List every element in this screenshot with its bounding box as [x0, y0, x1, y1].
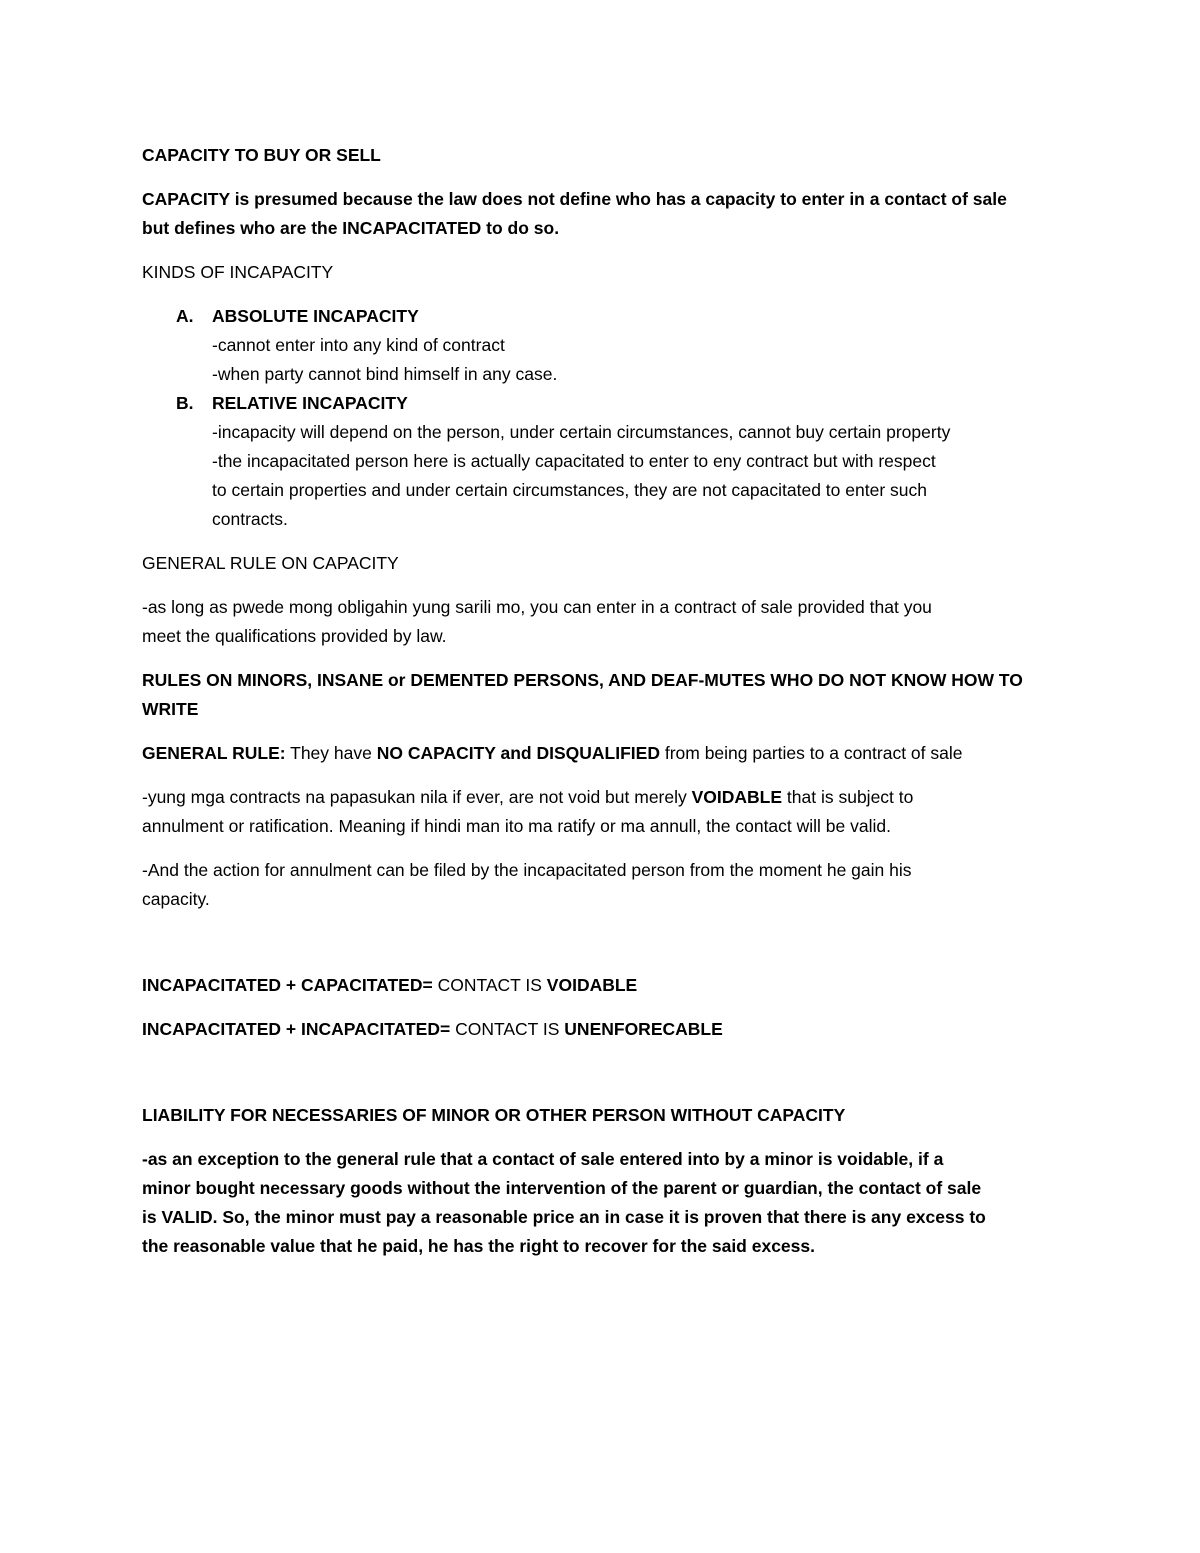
formula-1-mid: CONTACT IS	[432, 975, 547, 995]
formula-voidable	[142, 971, 1072, 1000]
voidable-bold: VOIDABLE	[691, 787, 783, 807]
general-rule-line-1: -as long as pwede mong obligahin yung sarili mo, you can enter in a contract of sale provided that you	[142, 597, 932, 617]
formula-unenforceable	[142, 1015, 1072, 1044]
annulment-line-1: -And the action for annulment can be filed by the incapacitated person from the moment he gain his	[142, 860, 912, 880]
formula-2-lhs: INCAPACITATED + INCAPACITATED=	[142, 1019, 451, 1039]
relative-line-4: contracts.	[212, 509, 288, 529]
minors-heading	[142, 666, 1072, 724]
general-rule-heading: GENERAL RULE ON CAPACITY	[142, 553, 399, 573]
annulment-line-2: capacity.	[142, 889, 210, 909]
minors-heading-line-1: RULES ON MINORS, INSANE or DEMENTED PERSONS, AND DEAF-MUTES WHO DO NOT KNOW HOW TO	[142, 670, 1023, 690]
voidable-pre: -yung mga contracts na papasukan nila if ever, are not void but merely	[142, 787, 692, 807]
liability-line-2: minor bought necessary goods without the intervention of the parent or guardian, the contact of sale	[142, 1178, 982, 1198]
formula-1-result: VOIDABLE	[546, 975, 638, 995]
minors-rule-text-1: They have	[285, 743, 377, 763]
formula-1-lhs: INCAPACITATED + CAPACITATED=	[142, 975, 433, 995]
intro-line-1: CAPACITY is presumed because the law does not define who has a capacity to enter in a contact of sale	[142, 189, 1007, 209]
relative-line-1: -incapacity will depend on the person, under certain circumstances, cannot buy certain property	[212, 422, 951, 442]
liability-line-3: is VALID. So, the minor must pay a reasonable price an in case it is proven that there is any excess to	[142, 1207, 986, 1227]
list-item-absolute	[142, 302, 1072, 389]
minors-rule-text-2: from being parties to a contract of sale	[659, 743, 963, 763]
general-rule-paragraph	[142, 593, 1072, 651]
liability-line-1: -as an exception to the general rule that a contact of sale entered into by a minor is voidable, if a	[142, 1149, 944, 1169]
relative-line-3: to certain properties and under certain circumstances, they are not capacitated to enter such	[212, 480, 927, 500]
intro-paragraph	[142, 185, 1072, 243]
voidable-paragraph	[142, 783, 1072, 841]
absolute-line-1: -cannot enter into any kind of contract	[212, 335, 505, 355]
list-item-relative	[142, 389, 1072, 534]
voidable-post: that is subject to	[782, 787, 914, 807]
kinds-heading: KINDS OF INCAPACITY	[142, 262, 334, 282]
liability-paragraph	[142, 1145, 1072, 1261]
minors-rule-label: GENERAL RULE:	[142, 743, 286, 763]
liability-heading: LIABILITY FOR NECESSARIES OF MINOR OR OTHER PERSON WITHOUT CAPACITY	[142, 1105, 846, 1125]
doc-title: CAPACITY TO BUY OR SELL	[142, 145, 381, 165]
formula-2-mid: CONTACT IS	[450, 1019, 565, 1039]
list-marker-a: A.	[176, 306, 194, 326]
relative-line-2: -the incapacitated person here is actually capacitated to enter to eny contract but with respect	[212, 451, 936, 471]
annulment-paragraph	[142, 856, 1072, 914]
kinds-list	[142, 302, 1072, 534]
list-marker-b: B.	[176, 393, 194, 413]
minors-heading-line-2: WRITE	[142, 699, 199, 719]
relative-incapacity-title: RELATIVE INCAPACITY	[212, 393, 408, 413]
general-rule-line-2: meet the qualifications provided by law.	[142, 626, 447, 646]
absolute-incapacity-title: ABSOLUTE INCAPACITY	[212, 306, 419, 326]
absolute-line-2: -when party cannot bind himself in any case.	[212, 364, 558, 384]
liability-line-4: the reasonable value that he paid, he has the right to recover for the said excess.	[142, 1236, 815, 1256]
document-body	[142, 141, 1072, 1261]
minors-rule-bold: NO CAPACITY and DISQUALIFIED	[376, 743, 660, 763]
formula-2-result: UNENFORECABLE	[564, 1019, 723, 1039]
minors-general-rule	[142, 739, 1072, 768]
voidable-line-2: annulment or ratification. Meaning if hindi man ito ma ratify or ma annull, the contact will be valid.	[142, 816, 891, 836]
intro-line-2: but defines who are the INCAPACITATED to do so.	[142, 218, 560, 238]
